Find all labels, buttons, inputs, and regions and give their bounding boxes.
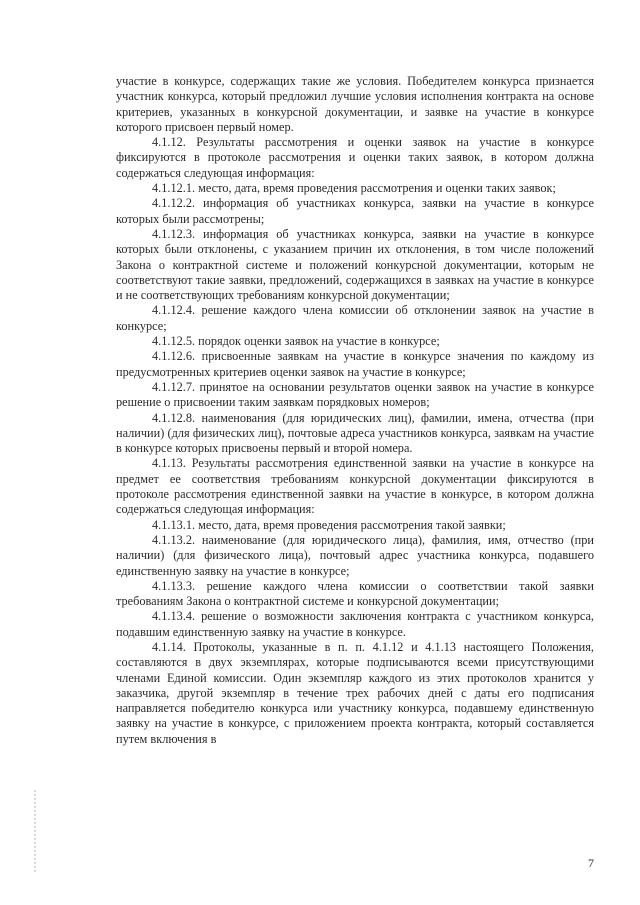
document-page (116, 74, 594, 747)
paragraph-4-1-12-1: 4.1.12.1. место, дата, время проведения рассмотрения и оценки таких заявок; (152, 181, 556, 196)
page-number: 7 (588, 856, 594, 870)
paragraph-4-1-14: 4.1.14. Протоколы, указанные в п. п. 4.1.12 и 4.1.13 настоящего Положения, составляются в двух экземплярах, которые подписываются всеми присутствующими членами Единой комиссии. Один экземпляр каждого из этих протоколов хранится у заказчика, другой экземпляр в течение трех рабочих дней с даты его подписания направляется победителю конкурса или участнику конкурса, подавшему единственную заявку на участие в конкурсе, с приложением проекта контракта, который составляется путем включения в (116, 639, 594, 746)
paragraph-4-1-12: 4.1.12. Результаты рассмотрения и оценки заявок на участие в конкурсе фиксируются в протоколе рассмотрения и оценки таких заявок, в котором должна содержаться следующая информация: (116, 135, 594, 180)
paragraph-4-1-12-6: 4.1.12.6. присвоенные заявкам на участие в конкурсе значения по каждому из предусмотренных критериев оценки заявок на участие в конкурсе; (116, 349, 594, 379)
scan-margin-mark (34, 790, 36, 872)
paragraph-4-1-12-5: 4.1.12.5. порядок оценки заявок на участие в конкурсе; (152, 334, 440, 349)
paragraph-4-1-12-2: 4.1.12.2. информация об участниках конкурса, заявки на участие в конкурсе которых были рассмотрены; (116, 196, 594, 226)
paragraph-4-1-13-2: 4.1.13.2. наименование (для юридического лица), фамилия, имя, отчество (при наличии) (для физического лица), почтовый адрес участника конкурса, подавшего единственную заявку на участие в конкурсе; (116, 532, 594, 578)
paragraph-4-1-12-8: 4.1.12.8. наименования (для юридических лиц), фамилии, имена, отчества (при наличии) (для физических лиц), почтовые адреса участников конкурса, заявкам на участие в конкурсе которых присвоены первый и второй номера. (116, 410, 594, 456)
paragraph-4-1-13-4: 4.1.13.4. решение о возможности заключения контракта с участником конкурса, подавшим единственную заявку на участие в конкурсе. (116, 609, 594, 639)
paragraph-4-1-12-7: 4.1.12.7. принятое на основании результатов оценки заявок на участие в конкурсе решение о присвоении таким заявкам порядковых номеров; (116, 379, 594, 410)
paragraph-4-1-13-1: 4.1.13.1. место, дата, время проведения рассмотрения такой заявки; (152, 517, 506, 532)
paragraph-continuation: участие в конкурсе, содержащих такие же условия. Победителем конкурса признается участник конкурса, который предложил лучшие условия исполнения контракта на основе критериев, указанных в конкурсной документации, и заявке на участие в конкурсе которого присвоен первый номер. (116, 74, 594, 134)
paragraph-4-1-13-3: 4.1.13.3. решение каждого члена комиссии о соответствии такой заявки требованиям Закона о контрактной системе и конкурсной документации; (116, 578, 594, 609)
paragraph-4-1-12-3: 4.1.12.3. информация об участниках конкурса, заявки на участие в конкурсе которых были отклонены, с указанием причин их отклонения, в том числе положений Закона о контрактной системе и положений конкурсной документации, которым не соответствуют такие заявки, предложений, содержащихся в заявках на участие в конкурсе и не соответствующих требованиям конкурсной документации; (116, 226, 594, 303)
paragraph-4-1-13: 4.1.13. Результаты рассмотрения единственной заявки на участие в конкурсе на предмет ее соответствия требованиям конкурсной документации фиксируются в протоколе рассмотрения единственной заявки на участие в конкурсе, в котором должна содержаться следующая информация: (116, 456, 594, 517)
paragraph-4-1-12-4: 4.1.12.4. решение каждого члена комиссии об отклонении заявок на участие в конкурсе; (116, 303, 594, 333)
